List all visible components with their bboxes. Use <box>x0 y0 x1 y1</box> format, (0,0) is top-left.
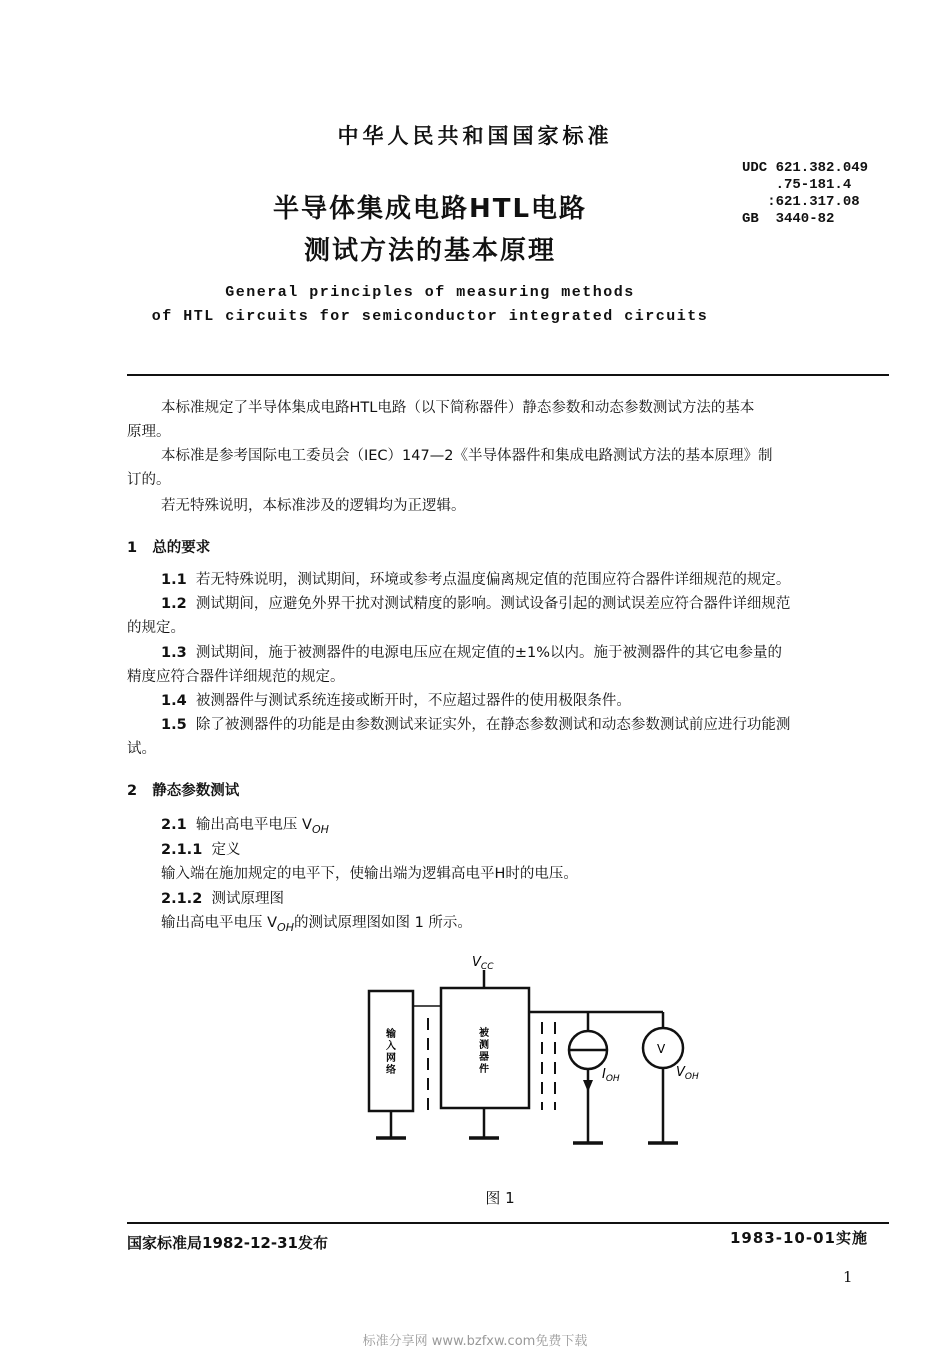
voltmeter-symbol: V <box>657 1042 666 1056</box>
clause-text: 精度应符合器件详细规范的规定。 <box>127 669 345 685</box>
title-cn-line1: 半导体集成电路HTL电路 <box>272 194 588 224</box>
clause-number: 1.1 <box>161 572 187 588</box>
udc-line: :621.317.08 <box>742 194 860 210</box>
gb-number: GB 3440-82 <box>742 211 835 227</box>
clause-title: 输出高电平电压 V <box>195 817 312 833</box>
effective-date: 1983-10-01实施 <box>730 1229 868 1247</box>
clause-number: 2.1 <box>161 817 187 833</box>
clause-text: 测试期间，应避免外界干扰对测试精度的影响。测试设备引起的测试误差应符合器件详细规范 <box>195 596 791 612</box>
udc-line: UDC 621.382.049 <box>742 160 869 176</box>
input-network-label: 络 <box>386 1065 396 1076</box>
standard-header: 中华人民共和国国家标准 <box>337 124 613 148</box>
title-en-line1: General principles of measuring methods <box>225 284 635 301</box>
intro-text: 原理。 <box>127 424 171 440</box>
figure-caption: 图 1 <box>485 1189 515 1207</box>
clause-number: 2.1.2 <box>161 891 203 907</box>
section-number: 1 <box>127 540 138 556</box>
ioh-label: $I_{OH}$ <box>602 1067 620 1084</box>
title-en-line2: of HTL circuits for semiconductor integrated circuits <box>151 308 709 325</box>
section-title: 总的要求 <box>152 540 211 556</box>
clause-text: 测试期间，施于被测器件的电源电压应在规定值的±1%以内。施于被测器件的其它电参量的 <box>195 645 783 661</box>
intro-text: 本标准规定了半导体集成电路HTL电路（以下简称器件）静态参数和动态参数测试方法的基本 <box>161 400 755 416</box>
clause-text: 的测试原理图如图 1 所示。 <box>293 915 472 931</box>
clause-text: 被测器件与测试系统连接或断开时，不应超过器件的使用极限条件。 <box>195 693 631 709</box>
vcc-label: $V_{CC}$ <box>472 955 494 972</box>
clause-text: 试。 <box>127 741 156 757</box>
clause-text: 若无特殊说明，测试期间，环境或参考点温度偏离规定值的范围应符合器件详细规范的规定。 <box>195 572 791 588</box>
clause-number: 1.3 <box>161 645 187 661</box>
dut-label: 测 <box>479 1040 489 1051</box>
section-title: 静态参数测试 <box>152 783 240 799</box>
clause-text: 的规定。 <box>127 620 185 636</box>
voh-label: $V_{OH}$ <box>676 1065 699 1082</box>
input-network-label: 入 <box>386 1041 396 1052</box>
intro-text: 订的。 <box>127 472 171 488</box>
clause-number: 1.4 <box>161 693 187 709</box>
subscript: OH <box>311 822 329 836</box>
subscript: OH <box>277 920 294 934</box>
clause-number: 2.1.1 <box>161 842 203 858</box>
input-network-label: 输 <box>386 1029 396 1040</box>
udc-line: .75-181.4 <box>742 177 852 193</box>
issue-date: 国家标准局1982-12-31发布 <box>127 1234 328 1252</box>
clause-number: 1.5 <box>161 717 187 733</box>
intro-text: 本标准是参考国际电工委员会（IEC）147—2《半导体器件和集成电路测试方法的基本原理》制 <box>161 448 773 464</box>
dut-label: 器 <box>479 1052 489 1063</box>
dut-label: 被 <box>479 1028 489 1039</box>
watermark-text: 标准分享网 www.bzfxw.com免费下载 <box>362 1334 588 1349</box>
page-number: 1 <box>843 1268 853 1286</box>
input-network-label: 网 <box>386 1053 396 1064</box>
dut-label: 件 <box>479 1064 489 1075</box>
clause-text: 除了被测器件的功能是由参数测试来证实外，在静态参数测试和动态参数测试前应进行功能测 <box>195 717 791 733</box>
clause-title: 测试原理图 <box>211 891 285 907</box>
clause-title: 定义 <box>211 842 241 858</box>
clause-number: 1.2 <box>161 596 187 612</box>
clause-text: 输入端在施加规定的电平下，使输出端为逻辑高电平H时的电压。 <box>161 866 578 882</box>
clause-text: 输出高电平电压 V <box>161 915 278 931</box>
section-number: 2 <box>127 783 138 799</box>
intro-text: 若无特殊说明，本标准涉及的逻辑均为正逻辑。 <box>161 498 466 514</box>
footer-rule <box>127 1222 889 1224</box>
title-cn-line2: 测试方法的基本原理 <box>303 236 556 266</box>
